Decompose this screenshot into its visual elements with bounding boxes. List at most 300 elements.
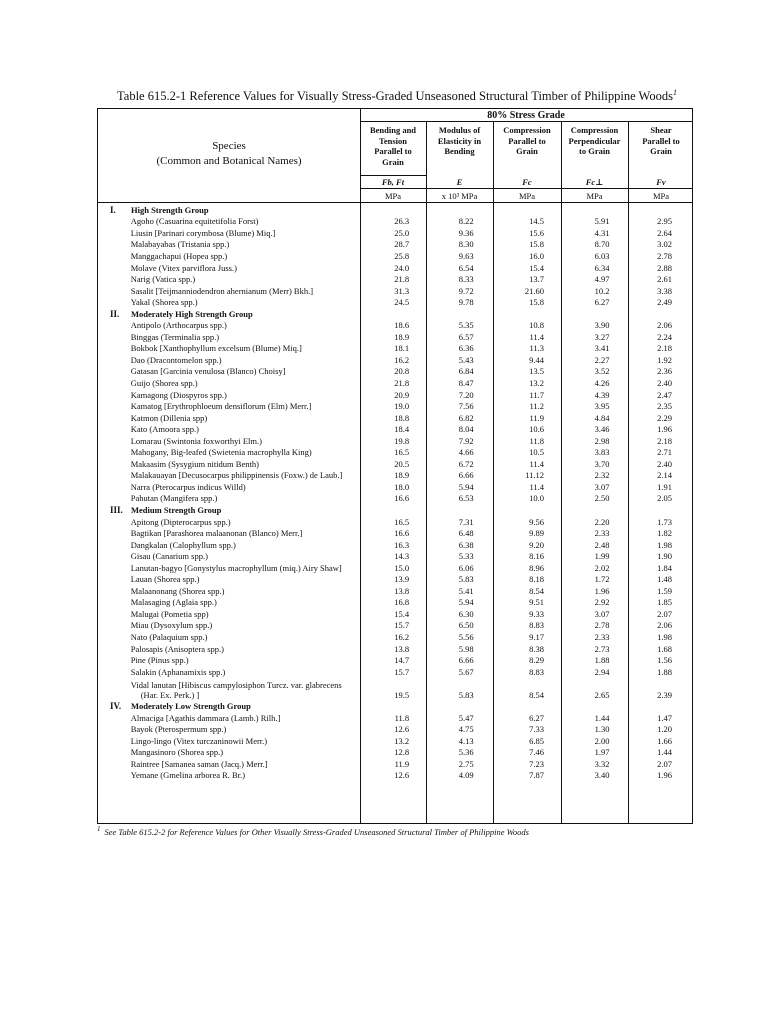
value-cell: 2.33 xyxy=(594,632,610,642)
value-cell: 4.13 xyxy=(458,735,474,746)
group-header-row xyxy=(98,308,692,320)
value-cell: 1.66 xyxy=(657,735,672,746)
table-row xyxy=(98,620,692,632)
value-cell: 3.40 xyxy=(594,770,610,781)
group-name xyxy=(131,205,360,215)
species-name xyxy=(131,343,357,353)
species-name xyxy=(131,366,357,376)
species-name-text: Guijo (Shorea spp.) xyxy=(130,377,198,388)
species-name xyxy=(131,286,357,296)
value-cell: 15.4 xyxy=(529,262,545,273)
value-cell: 6.85 xyxy=(529,735,545,746)
value-cell: 8.83 xyxy=(529,666,545,677)
value-cell: 9.78 xyxy=(458,297,474,308)
species-name xyxy=(131,482,357,492)
value-cell: 16.6 xyxy=(394,493,410,504)
column-header-label xyxy=(426,125,493,157)
table-row xyxy=(98,481,692,493)
value-cell: 11.4 xyxy=(529,331,545,342)
value-cell: 10.2 xyxy=(594,285,610,296)
table-row xyxy=(98,285,692,297)
value-cell: 6.72 xyxy=(458,458,474,469)
column-symbol: Fc xyxy=(522,177,532,187)
column-header-line: Compression xyxy=(503,125,551,135)
value-cell: 15.7 xyxy=(394,666,410,677)
value-cell: 4.97 xyxy=(594,274,610,285)
species-name-text: Liusin [Parinari corymbosa (Blume) Miq.] xyxy=(130,227,276,238)
value-cell: 2.02 xyxy=(594,562,610,573)
value-cell: 3.95 xyxy=(594,401,610,412)
value-cell: 18.1 xyxy=(394,343,410,354)
table-row xyxy=(98,423,692,435)
value-cell: 18.4 xyxy=(394,424,410,435)
value-cell: 6.50 xyxy=(458,620,474,631)
value-cell: 8.29 xyxy=(529,655,545,666)
value-cell: 1.88 xyxy=(657,666,672,677)
species-name xyxy=(131,332,357,342)
table-row xyxy=(98,458,692,470)
value-cell: 8.30 xyxy=(458,239,474,250)
value-cell: 5.83 xyxy=(458,690,474,701)
table-row xyxy=(98,758,692,770)
value-cell: 9.56 xyxy=(529,516,545,527)
value-cell: 1.99 xyxy=(594,551,610,562)
species-name xyxy=(131,563,357,573)
species-name-text: Malasaging (Aglaia spp.) xyxy=(130,597,217,608)
species-name xyxy=(131,355,357,365)
value-cell: 8.54 xyxy=(529,690,545,701)
species-name-text: (Har. Ex. Perk.) ] xyxy=(140,690,200,701)
value-cell: 6.34 xyxy=(594,262,610,273)
table-row xyxy=(98,562,692,574)
value-cell: 13.2 xyxy=(529,377,545,388)
value-cell: 1.44 xyxy=(594,712,610,723)
value-cell: 10.6 xyxy=(529,424,545,435)
species-name-text: Katmon (Dillenia spp) xyxy=(130,412,208,423)
value-cell: 8.22 xyxy=(458,216,474,227)
value-cell: 6.06 xyxy=(458,562,474,573)
table-row xyxy=(98,574,692,586)
table-row xyxy=(98,216,692,228)
value-cell: 15.6 xyxy=(529,227,545,238)
value-cell: 11.3 xyxy=(529,343,545,354)
value-cell: 4.09 xyxy=(458,770,474,781)
column-header-line: Parallel to xyxy=(642,135,680,146)
species-name xyxy=(131,609,357,619)
value-cell: 16.2 xyxy=(394,354,410,365)
value-cell: 2.50 xyxy=(594,493,610,504)
species-name-text: Apitong (Dipterocarpus spp.) xyxy=(130,516,231,527)
table-row xyxy=(98,400,692,412)
value-cell: 3.46 xyxy=(594,424,610,435)
column-header-line: Perpendicular xyxy=(568,135,621,146)
species-header-line: Species xyxy=(212,140,246,152)
value-cell: 2.71 xyxy=(657,447,672,458)
value-cell: 7.46 xyxy=(529,747,545,758)
value-cell: 8.04 xyxy=(458,424,474,435)
value-cell: 4.84 xyxy=(594,412,610,423)
species-name-text: Malakauayan [Decusocarpus philippinensis (Foxw.) de Laub.] xyxy=(130,470,343,481)
table-row xyxy=(98,435,692,447)
species-name-text: Miau (Dysoxylum spp.) xyxy=(130,620,213,631)
species-name xyxy=(131,263,357,273)
value-cell: 13.5 xyxy=(529,366,545,377)
table-row xyxy=(98,643,692,655)
column-header-line: Tension xyxy=(378,135,408,146)
table-row xyxy=(98,262,692,274)
column-header-label xyxy=(360,125,426,167)
value-cell: 2.88 xyxy=(657,262,672,273)
value-cell: 2.78 xyxy=(657,250,672,261)
grade-divider xyxy=(360,121,692,122)
species-name-text: Gatasan [Garcinia venulosa (Blanco) Choisy] xyxy=(130,366,286,377)
species-name-text: Malabayabas (Tristania spp.) xyxy=(130,239,230,250)
column-header-label xyxy=(493,125,561,157)
species-name xyxy=(131,401,357,411)
value-cell: 13.8 xyxy=(394,585,410,596)
species-name-text: Antipolo (Arthocarpus spp.) xyxy=(130,320,227,331)
table-row xyxy=(98,296,692,308)
value-cell: 11.9 xyxy=(529,412,545,423)
value-cell: 1.72 xyxy=(594,574,610,585)
species-name xyxy=(131,251,357,261)
species-name-text: Vidal lanutan [Hibiscus campylosiphon Turcz. var. glabrecens xyxy=(130,680,342,691)
value-cell: 1.56 xyxy=(657,655,672,666)
value-cell: 1.73 xyxy=(657,516,672,527)
species-name-text: Gisau (Canarium spp.) xyxy=(130,551,208,562)
table-row xyxy=(98,585,692,597)
species-name xyxy=(131,390,357,400)
value-cell: 10.8 xyxy=(529,320,545,331)
group-header-row xyxy=(98,204,692,216)
value-cell: 5.33 xyxy=(458,551,474,562)
value-cell: 2.49 xyxy=(657,297,672,308)
species-name xyxy=(131,680,357,700)
value-cell: 6.36 xyxy=(458,343,474,354)
value-cell: 1.68 xyxy=(657,643,672,654)
value-cell: 10.5 xyxy=(529,447,545,458)
value-cell: 6.54 xyxy=(458,262,474,273)
column-header-line: Grain xyxy=(516,146,538,156)
value-cell: 6.57 xyxy=(458,331,474,342)
table-row xyxy=(98,597,692,609)
table-row xyxy=(98,239,692,251)
footnote: $^1$ See Table 615.2-2 for Reference Values for Other Visually Stress-Graded Unseasoned Structural Timber of Philippine Woods xyxy=(97,825,529,837)
group-header-row xyxy=(98,700,692,712)
species-name xyxy=(131,424,357,434)
value-cell: 11.2 xyxy=(529,401,545,412)
species-name-text: Kato (Amoora spp.) xyxy=(130,424,199,435)
species-name-text: Narig (Vatica spp.) xyxy=(130,274,196,285)
species-name-text: Yakal (Shorea spp.) xyxy=(130,297,198,308)
value-cell: 13.2 xyxy=(394,735,410,746)
value-cell: 1.82 xyxy=(657,528,672,539)
value-cell: 7.31 xyxy=(458,516,474,527)
value-cell: 16.6 xyxy=(394,528,410,539)
value-cell: 2.47 xyxy=(657,389,672,400)
value-cell: 25.8 xyxy=(394,250,410,261)
species-name xyxy=(131,655,357,665)
table-row xyxy=(98,516,692,528)
table-row xyxy=(98,677,692,700)
value-cell: 16.5 xyxy=(394,516,410,527)
table-row xyxy=(98,377,692,389)
value-cell: 16.0 xyxy=(529,250,545,261)
value-cell: 2.40 xyxy=(657,377,672,388)
value-cell: 4.75 xyxy=(458,724,474,735)
species-name xyxy=(131,620,357,630)
group-name xyxy=(131,701,360,711)
species-name-text: Lanutan-bagyo [Gonystylus macrophyllum (miq.) Airy Shaw] xyxy=(130,562,342,573)
value-cell: 24.0 xyxy=(394,262,410,273)
table-row xyxy=(98,550,692,562)
table-row xyxy=(98,631,692,643)
species-name xyxy=(131,632,357,642)
species-name xyxy=(131,447,357,457)
species-name-text: Pahutan (Mangifera spp.) xyxy=(130,493,218,504)
table-row xyxy=(98,366,692,378)
column-header-line: Grain xyxy=(650,146,672,156)
value-cell: 18.8 xyxy=(394,412,410,423)
value-cell: 11.8 xyxy=(529,435,545,446)
value-cell: 7.23 xyxy=(529,758,545,769)
table-row xyxy=(98,527,692,539)
value-cell: 2.27 xyxy=(594,354,610,365)
value-cell: 15.8 xyxy=(529,239,545,250)
column-unit: MPa xyxy=(384,191,402,201)
table-row xyxy=(98,273,692,285)
value-cell: 13.9 xyxy=(394,574,410,585)
symbol-divider xyxy=(360,175,426,176)
value-cell: 7.56 xyxy=(458,401,474,412)
value-cell: 13.7 xyxy=(529,274,545,285)
value-cell: 18.9 xyxy=(394,470,410,481)
value-cell: 9.63 xyxy=(458,250,474,261)
value-cell: 21.8 xyxy=(394,274,410,285)
species-name xyxy=(131,493,357,503)
value-cell: 2.39 xyxy=(657,690,672,701)
species-name xyxy=(131,216,357,226)
species-name xyxy=(131,597,357,607)
value-cell: 5.41 xyxy=(458,585,474,596)
table-row xyxy=(98,712,692,724)
value-cell: 5.43 xyxy=(458,354,474,365)
value-cell: 7.87 xyxy=(529,770,545,781)
stress-grade-header: 80% Stress Grade xyxy=(487,110,565,121)
value-cell: 8.96 xyxy=(529,562,545,573)
table-row xyxy=(98,735,692,747)
value-cell: 8.16 xyxy=(529,551,545,562)
value-cell: 18.6 xyxy=(394,320,410,331)
value-cell: 2.95 xyxy=(657,216,672,227)
value-cell: 1.59 xyxy=(657,585,672,596)
species-name-text: Raintree [Samanea saman (Jacq.) Merr.] xyxy=(130,758,268,769)
value-cell: 1.90 xyxy=(657,551,672,562)
value-cell: 8.47 xyxy=(458,377,474,388)
table-row xyxy=(98,446,692,458)
value-cell: 16.2 xyxy=(394,632,410,642)
value-cell: 14.7 xyxy=(394,655,410,666)
value-cell: 1.84 xyxy=(657,562,672,573)
value-cell: 8.70 xyxy=(594,239,610,250)
value-cell: 2.33 xyxy=(594,528,610,539)
value-cell: 5.47 xyxy=(458,712,474,723)
value-cell: 18.9 xyxy=(394,331,410,342)
column-header-line: Compression xyxy=(570,125,619,135)
value-cell: 6.30 xyxy=(458,608,474,619)
value-cell: 1.91 xyxy=(657,481,672,492)
species-name-text: Moderately Low Strength Group xyxy=(131,701,251,712)
species-name xyxy=(131,747,357,757)
value-cell: 21.60 xyxy=(524,285,545,296)
table-row xyxy=(98,250,692,262)
value-cell: 18.0 xyxy=(394,481,410,492)
value-cell: 4.31 xyxy=(594,227,610,238)
table-row xyxy=(98,654,692,666)
value-cell: 1.47 xyxy=(657,712,672,723)
value-cell: 1.98 xyxy=(657,539,672,550)
value-cell: 2.18 xyxy=(657,343,672,354)
value-cell: 3.83 xyxy=(594,447,610,458)
value-cell: 5.35 xyxy=(458,320,474,331)
value-cell: 2.98 xyxy=(594,435,610,446)
value-cell: 2.40 xyxy=(657,458,672,469)
value-cell: 26.3 xyxy=(394,216,410,227)
species-name xyxy=(131,459,357,469)
species-name-text: Agoho (Casuarina equitetifolia Forst) xyxy=(130,216,259,227)
value-cell: 20.5 xyxy=(394,458,410,469)
value-cell: 11.9 xyxy=(394,758,410,769)
table-row xyxy=(98,227,692,239)
value-cell: 7.33 xyxy=(529,724,545,735)
value-cell: 5.98 xyxy=(458,643,474,654)
group-name xyxy=(131,309,360,319)
species-name xyxy=(131,540,357,550)
value-cell: 2.24 xyxy=(657,331,672,342)
species-name xyxy=(131,551,357,561)
group-number: I. xyxy=(110,204,116,215)
value-cell: 4.66 xyxy=(458,447,474,458)
unit-divider xyxy=(360,188,692,189)
species-name xyxy=(131,770,357,780)
value-cell: 6.66 xyxy=(458,470,474,481)
value-cell: 12.8 xyxy=(394,747,410,758)
species-name xyxy=(131,574,357,584)
value-cell: 1.88 xyxy=(594,655,610,666)
value-cell: 5.83 xyxy=(458,574,474,585)
value-cell: 6.82 xyxy=(458,412,474,423)
table-row xyxy=(98,493,692,505)
table-row xyxy=(98,412,692,424)
value-cell: 5.94 xyxy=(458,481,474,492)
species-name xyxy=(131,528,357,538)
species-name-text: Dao (Dracontomelon spp.) xyxy=(130,354,222,365)
value-cell: 2.14 xyxy=(657,470,672,481)
value-cell: 1.20 xyxy=(657,724,672,735)
value-cell: 9.72 xyxy=(458,285,474,296)
species-name-text: Manggachapui (Hopea spp.) xyxy=(130,250,228,261)
value-cell: 19.8 xyxy=(394,435,410,446)
header-divider xyxy=(98,202,692,203)
species-name xyxy=(131,667,357,677)
table-row xyxy=(98,724,692,736)
species-name xyxy=(131,413,357,423)
species-name-text: Lingo-lingo (Vitex turczaninowii Merr.) xyxy=(130,735,268,746)
column-symbol: Fc⊥ xyxy=(585,177,604,187)
value-cell: 15.0 xyxy=(394,562,410,573)
value-cell: 3.70 xyxy=(594,458,610,469)
value-cell: 2.94 xyxy=(594,666,610,677)
column-symbol: Fv xyxy=(656,177,666,187)
value-cell: 3.38 xyxy=(657,285,672,296)
value-cell: 15.4 xyxy=(394,608,410,619)
column-header-line: Parallel to xyxy=(508,135,546,146)
value-cell: 3.90 xyxy=(594,320,610,331)
table-row xyxy=(98,354,692,366)
species-name-text: Nato (Palaquium spp.) xyxy=(130,632,208,642)
species-name-text: Dangkalan (Calophyllum spp.) xyxy=(130,539,236,550)
value-cell: 2.06 xyxy=(657,620,672,631)
value-cell: 9.33 xyxy=(529,608,545,619)
value-cell: 24.5 xyxy=(394,297,410,308)
value-cell: 2.64 xyxy=(657,227,672,238)
value-cell: 2.18 xyxy=(657,435,672,446)
value-cell: 2.06 xyxy=(657,320,672,331)
value-cell: 14.5 xyxy=(529,216,545,227)
column-header-line: Bending and xyxy=(369,125,417,135)
table-row xyxy=(98,747,692,759)
value-cell: 2.20 xyxy=(594,516,610,527)
table-row xyxy=(98,389,692,401)
value-cell: 19.0 xyxy=(394,401,410,412)
table-row xyxy=(98,539,692,551)
value-cell: 20.9 xyxy=(394,389,410,400)
table-row xyxy=(98,770,692,782)
species-name-text: Mahogany, Big-leafed (Swietenia macrophylla King) xyxy=(130,447,312,458)
species-name xyxy=(131,378,357,388)
value-cell: 8.18 xyxy=(529,574,545,585)
value-cell: 6.27 xyxy=(594,297,610,308)
value-cell: 14.3 xyxy=(394,551,410,562)
value-cell: 1.98 xyxy=(657,632,672,642)
species-name-text: Malaanonang (Shorea spp.) xyxy=(130,585,225,596)
value-cell: 3.41 xyxy=(594,343,610,354)
value-cell: 9.20 xyxy=(529,539,545,550)
species-name-text: Bagtikan [Parashorea malaanonan (Blanco) Merr.] xyxy=(130,528,303,539)
value-cell: 1.44 xyxy=(657,747,672,758)
value-cell: 1.30 xyxy=(594,724,610,735)
value-cell: 12.6 xyxy=(394,770,410,781)
species-name xyxy=(131,586,357,596)
value-cell: 2.07 xyxy=(657,608,672,619)
value-cell: 9.36 xyxy=(458,227,474,238)
species-name-text: Lauan (Shorea spp.) xyxy=(130,574,200,585)
value-cell: 6.27 xyxy=(529,712,545,723)
value-cell: 28.7 xyxy=(394,239,410,250)
table-row xyxy=(98,319,692,331)
species-name-text: Makaasim (Sysygium nitidum Benth) xyxy=(130,458,259,469)
species-header xyxy=(98,139,360,169)
species-header-line: (Common and Botanical Names) xyxy=(156,155,302,167)
column-symbol: E xyxy=(456,177,463,187)
species-name-text: Narra (Pterocarpus indicus Willd) xyxy=(130,481,246,492)
value-cell: 19.5 xyxy=(394,690,410,701)
value-cell: 9.51 xyxy=(529,597,545,608)
species-name xyxy=(131,436,357,446)
column-header-line: Grain xyxy=(382,156,404,167)
group-number: III. xyxy=(110,504,123,515)
value-cell: 5.91 xyxy=(594,216,610,227)
